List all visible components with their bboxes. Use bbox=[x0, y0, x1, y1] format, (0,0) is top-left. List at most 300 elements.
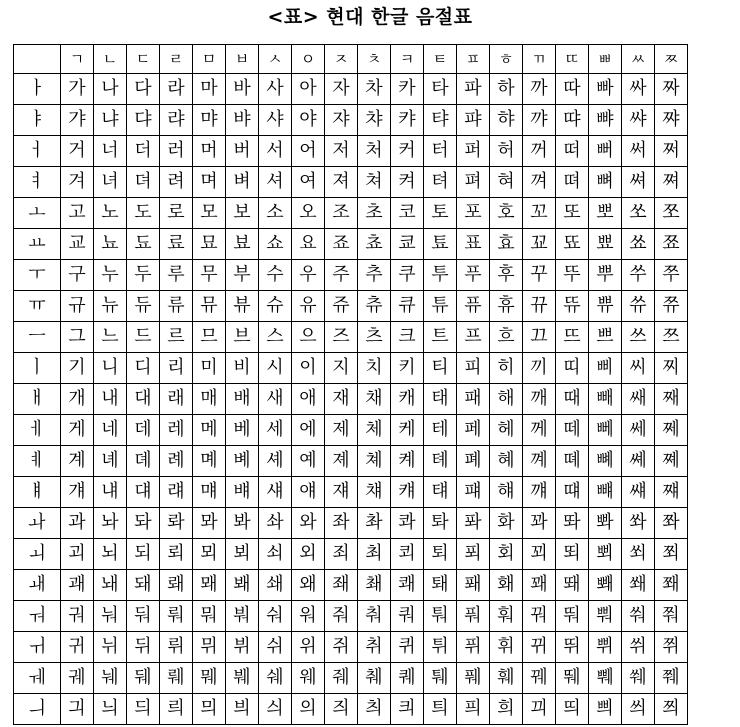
syllable-cell: 쌔 bbox=[622, 384, 655, 415]
syllable-cell: 모 bbox=[193, 198, 226, 229]
syllable-cell: 누 bbox=[94, 260, 127, 291]
syllable-cell: 퉤 bbox=[424, 663, 457, 694]
syllable-cell: 러 bbox=[160, 136, 193, 167]
syllable-cell: 꺼 bbox=[523, 136, 556, 167]
syllable-cell: 턔 bbox=[424, 477, 457, 508]
syllable-cell: 부 bbox=[226, 260, 259, 291]
syllable-cell: 계 bbox=[61, 446, 94, 477]
syllable-cell: 쏴 bbox=[622, 508, 655, 539]
syllable-cell: 소 bbox=[259, 198, 292, 229]
syllable-cell: 느 bbox=[94, 322, 127, 353]
page-title: <표> 현대 한글 음절표 bbox=[267, 6, 473, 28]
vowel-header: ㅗ bbox=[14, 198, 61, 229]
syllable-cell: 데 bbox=[127, 415, 160, 446]
syllable-cell: 쓰 bbox=[622, 322, 655, 353]
syllable-cell: 빠 bbox=[589, 74, 622, 105]
syllable-cell: 콰 bbox=[391, 508, 424, 539]
syllable-cell: 과 bbox=[61, 508, 94, 539]
syllable-cell: 뼤 bbox=[589, 446, 622, 477]
syllable-cell: 토 bbox=[424, 198, 457, 229]
syllable-cell: 쁴 bbox=[589, 694, 622, 725]
syllable-cell: 촤 bbox=[358, 508, 391, 539]
syllable-cell: 췌 bbox=[358, 663, 391, 694]
syllable-cell: 깨 bbox=[523, 384, 556, 415]
syllable-cell: 수 bbox=[259, 260, 292, 291]
syllable-cell: 춰 bbox=[358, 601, 391, 632]
syllable-cell: 쪠 bbox=[655, 446, 688, 477]
syllable-cell: 쨰 bbox=[655, 477, 688, 508]
syllable-cell: 쉐 bbox=[259, 663, 292, 694]
syllable-cell: 좌 bbox=[325, 508, 358, 539]
syllable-cell: 주 bbox=[325, 260, 358, 291]
syllable-cell: 와 bbox=[292, 508, 325, 539]
syllable-cell: 됴 bbox=[127, 229, 160, 260]
table-row bbox=[14, 663, 688, 694]
syllable-cell: 뭐 bbox=[193, 601, 226, 632]
consonant-header: ㅁ bbox=[193, 45, 226, 74]
syllable-cell: 자 bbox=[325, 74, 358, 105]
vowel-header: ㅑ bbox=[14, 105, 61, 136]
syllable-cell: 챠 bbox=[358, 105, 391, 136]
syllable-cell: 쓔 bbox=[622, 291, 655, 322]
syllable-cell: 께 bbox=[523, 415, 556, 446]
consonant-header: ㄲ bbox=[523, 45, 556, 74]
syllable-cell: 톼 bbox=[424, 508, 457, 539]
syllable-cell: 떠 bbox=[556, 136, 589, 167]
syllable-cell: 쟤 bbox=[325, 477, 358, 508]
table-row bbox=[14, 291, 688, 322]
syllable-cell: 롸 bbox=[160, 508, 193, 539]
syllable-cell: 뗴 bbox=[556, 446, 589, 477]
syllable-cell: 뱌 bbox=[226, 105, 259, 136]
syllable-cell: 쭤 bbox=[655, 601, 688, 632]
syllable-cell: 봬 bbox=[226, 570, 259, 601]
syllable-cell: 써 bbox=[622, 136, 655, 167]
syllable-cell: 뻬 bbox=[589, 415, 622, 446]
syllable-cell: 썌 bbox=[622, 477, 655, 508]
consonant-header: ㅇ bbox=[292, 45, 325, 74]
syllable-cell: 조 bbox=[325, 198, 358, 229]
syllable-cell: 죠 bbox=[325, 229, 358, 260]
syllable-cell: 꽤 bbox=[523, 570, 556, 601]
table-row bbox=[14, 384, 688, 415]
syllable-cell: 숴 bbox=[259, 601, 292, 632]
syllable-cell: 좨 bbox=[325, 570, 358, 601]
syllable-cell: 퇘 bbox=[424, 570, 457, 601]
syllable-cell: 피 bbox=[457, 353, 490, 384]
syllable-cell: 되 bbox=[127, 539, 160, 570]
syllable-cell: 퇴 bbox=[424, 539, 457, 570]
syllable-cell: 쪼 bbox=[655, 198, 688, 229]
syllable-cell: 쿼 bbox=[391, 601, 424, 632]
syllable-cell: 쭈 bbox=[655, 260, 688, 291]
syllable-cell: 크 bbox=[391, 322, 424, 353]
syllable-cell: 뚸 bbox=[556, 601, 589, 632]
syllable-cell: 섀 bbox=[259, 477, 292, 508]
syllable-cell: 네 bbox=[94, 415, 127, 446]
syllable-cell: 뚜 bbox=[556, 260, 589, 291]
syllable-cell: 혜 bbox=[490, 446, 523, 477]
syllable-cell: 에 bbox=[292, 415, 325, 446]
syllable-cell: 쇼 bbox=[259, 229, 292, 260]
syllable-cell: 쥐 bbox=[325, 632, 358, 663]
vowel-header: ㅚ bbox=[14, 539, 61, 570]
syllable-cell: 리 bbox=[160, 353, 193, 384]
syllable-cell: 르 bbox=[160, 322, 193, 353]
syllable-cell: 푀 bbox=[457, 539, 490, 570]
syllable-cell: 쉬 bbox=[259, 632, 292, 663]
syllable-cell: 새 bbox=[259, 384, 292, 415]
syllable-cell: 둬 bbox=[127, 601, 160, 632]
syllable-cell: 뿨 bbox=[589, 601, 622, 632]
vowel-header: ㅘ bbox=[14, 508, 61, 539]
syllable-cell: 먜 bbox=[193, 477, 226, 508]
syllable-cell: 뇨 bbox=[94, 229, 127, 260]
syllable-cell: 쯰 bbox=[655, 694, 688, 725]
syllable-cell: 회 bbox=[490, 539, 523, 570]
syllable-cell: 뺴 bbox=[589, 477, 622, 508]
syllable-cell: 뾰 bbox=[589, 229, 622, 260]
syllable-cell: 쒸 bbox=[622, 632, 655, 663]
syllable-cell: 쀼 bbox=[589, 291, 622, 322]
syllable-cell: 호 bbox=[490, 198, 523, 229]
syllable-cell: 쎠 bbox=[622, 167, 655, 198]
syllable-cell: 셰 bbox=[259, 446, 292, 477]
syllable-cell: 톄 bbox=[424, 446, 457, 477]
syllable-cell: 걔 bbox=[61, 477, 94, 508]
syllable-cell: 또 bbox=[556, 198, 589, 229]
syllable-cell: 효 bbox=[490, 229, 523, 260]
syllable-cell: 랴 bbox=[160, 105, 193, 136]
syllable-cell: 서 bbox=[259, 136, 292, 167]
syllable-cell: 뙤 bbox=[556, 539, 589, 570]
syllable-cell: 시 bbox=[259, 353, 292, 384]
syllable-cell: 삐 bbox=[589, 353, 622, 384]
syllable-cell: 쮀 bbox=[655, 663, 688, 694]
syllable-cell: 보 bbox=[226, 198, 259, 229]
syllable-cell: 꽈 bbox=[523, 508, 556, 539]
syllable-cell: 바 bbox=[226, 74, 259, 105]
syllable-cell: 켸 bbox=[391, 446, 424, 477]
syllable-cell: 뵈 bbox=[226, 539, 259, 570]
corner-cell bbox=[14, 45, 61, 74]
syllable-cell: 디 bbox=[127, 353, 160, 384]
syllable-cell: 퓌 bbox=[457, 632, 490, 663]
syllable-cell: 이 bbox=[292, 353, 325, 384]
syllable-cell: 개 bbox=[61, 384, 94, 415]
syllable-cell: 히 bbox=[490, 353, 523, 384]
syllable-cell: 퐈 bbox=[457, 508, 490, 539]
syllable-cell: 째 bbox=[655, 384, 688, 415]
syllable-cell: 으 bbox=[292, 322, 325, 353]
syllable-cell: 슈 bbox=[259, 291, 292, 322]
syllable-cell: 뛰 bbox=[556, 632, 589, 663]
table-row bbox=[14, 229, 688, 260]
syllable-cell: 뼈 bbox=[589, 167, 622, 198]
syllable-cell: 뭬 bbox=[193, 663, 226, 694]
table-row bbox=[14, 539, 688, 570]
consonant-header: ㅍ bbox=[457, 45, 490, 74]
syllable-cell: 너 bbox=[94, 136, 127, 167]
syllable-cell: 쏘 bbox=[622, 198, 655, 229]
syllable-cell: 묘 bbox=[193, 229, 226, 260]
syllable-cell: 사 bbox=[259, 74, 292, 105]
syllable-cell: 케 bbox=[391, 415, 424, 446]
syllable-cell: 뤼 bbox=[160, 632, 193, 663]
syllable-cell: 화 bbox=[490, 508, 523, 539]
syllable-cell: 웨 bbox=[292, 663, 325, 694]
syllable-cell: 큐 bbox=[391, 291, 424, 322]
syllable-cell: 노 bbox=[94, 198, 127, 229]
table-row bbox=[14, 570, 688, 601]
vowel-header: ㅠ bbox=[14, 291, 61, 322]
syllable-cell: 줘 bbox=[325, 601, 358, 632]
syllable-cell: 왜 bbox=[292, 570, 325, 601]
syllable-cell: 꾸 bbox=[523, 260, 556, 291]
syllable-cell: 위 bbox=[292, 632, 325, 663]
consonant-header: ㄹ bbox=[160, 45, 193, 74]
table-row bbox=[14, 198, 688, 229]
syllable-cell: 괘 bbox=[61, 570, 94, 601]
syllable-cell: 괴 bbox=[61, 539, 94, 570]
syllable-cell: 믜 bbox=[193, 694, 226, 725]
syllable-cell: 줴 bbox=[325, 663, 358, 694]
syllable-cell: 쳬 bbox=[358, 446, 391, 477]
syllable-cell: 쐐 bbox=[622, 570, 655, 601]
syllable-cell: 루 bbox=[160, 260, 193, 291]
vowel-header: ㅏ bbox=[14, 74, 61, 105]
consonant-header: ㅉ bbox=[655, 45, 688, 74]
syllable-cell: 지 bbox=[325, 353, 358, 384]
syllable-cell: 게 bbox=[61, 415, 94, 446]
syllable-cell: 헤 bbox=[490, 415, 523, 446]
syllable-cell: 쀄 bbox=[589, 663, 622, 694]
syllable-cell: 쫘 bbox=[655, 508, 688, 539]
table-row bbox=[14, 74, 688, 105]
syllable-cell: 쬐 bbox=[655, 539, 688, 570]
syllable-cell: 탸 bbox=[424, 105, 457, 136]
table-row bbox=[14, 322, 688, 353]
syllable-cell: 싸 bbox=[622, 74, 655, 105]
syllable-cell: 홰 bbox=[490, 570, 523, 601]
syllable-cell: 쾨 bbox=[391, 539, 424, 570]
syllable-cell: 퀴 bbox=[391, 632, 424, 663]
table-row bbox=[14, 508, 688, 539]
syllable-cell: 니 bbox=[94, 353, 127, 384]
syllable-cell: 프 bbox=[457, 322, 490, 353]
syllable-cell: 매 bbox=[193, 384, 226, 415]
syllable-cell: 하 bbox=[490, 74, 523, 105]
consonant-header: ㅈ bbox=[325, 45, 358, 74]
syllable-cell: 더 bbox=[127, 136, 160, 167]
syllable-cell: 돠 bbox=[127, 508, 160, 539]
consonant-header: ㅎ bbox=[490, 45, 523, 74]
syllable-cell: 봐 bbox=[226, 508, 259, 539]
syllable-cell: 즤 bbox=[325, 694, 358, 725]
vowel-header: ㅢ bbox=[14, 694, 61, 725]
table-row bbox=[14, 260, 688, 291]
syllable-cell: 혀 bbox=[490, 167, 523, 198]
syllable-cell: 돼 bbox=[127, 570, 160, 601]
consonant-header: ㄱ bbox=[61, 45, 94, 74]
syllable-cell: 규 bbox=[61, 291, 94, 322]
syllable-cell: 뵤 bbox=[226, 229, 259, 260]
syllable-cell: 투 bbox=[424, 260, 457, 291]
syllable-cell: 먀 bbox=[193, 105, 226, 136]
syllable-cell: 쒀 bbox=[622, 601, 655, 632]
syllable-cell: 쾌 bbox=[391, 570, 424, 601]
table-row bbox=[14, 167, 688, 198]
syllable-cell: 퍄 bbox=[457, 105, 490, 136]
vowel-header: ㅜ bbox=[14, 260, 61, 291]
syllable-cell: 냐 bbox=[94, 105, 127, 136]
syllable-cell: 릐 bbox=[160, 694, 193, 725]
syllable-cell: 츠 bbox=[358, 322, 391, 353]
syllable-cell: 붸 bbox=[226, 663, 259, 694]
syllable-cell: 쥬 bbox=[325, 291, 358, 322]
syllable-cell: 쨔 bbox=[655, 105, 688, 136]
syllable-cell: 유 bbox=[292, 291, 325, 322]
syllable-cell: 커 bbox=[391, 136, 424, 167]
syllable-cell: 세 bbox=[259, 415, 292, 446]
syllable-cell: 추 bbox=[358, 260, 391, 291]
syllable-cell: 얘 bbox=[292, 477, 325, 508]
syllable-cell: 뱨 bbox=[226, 477, 259, 508]
syllable-cell: 뫄 bbox=[193, 508, 226, 539]
syllable-cell: 픠 bbox=[457, 694, 490, 725]
syllable-cell: 꿔 bbox=[523, 601, 556, 632]
syllable-cell: 뻐 bbox=[589, 136, 622, 167]
syllable-cell: 뽜 bbox=[589, 508, 622, 539]
syllable-cell: 쁘 bbox=[589, 322, 622, 353]
syllable-cell: 터 bbox=[424, 136, 457, 167]
syllable-cell: 씨 bbox=[622, 353, 655, 384]
syllable-cell: 외 bbox=[292, 539, 325, 570]
syllable-cell: 볘 bbox=[226, 446, 259, 477]
syllable-cell: 햬 bbox=[490, 477, 523, 508]
syllable-cell: 툐 bbox=[424, 229, 457, 260]
syllable-cell: 쎄 bbox=[622, 415, 655, 446]
table-row bbox=[14, 136, 688, 167]
syllable-cell: 퀘 bbox=[391, 663, 424, 694]
syllable-cell: 끄 bbox=[523, 322, 556, 353]
syllable-cell: 끼 bbox=[523, 353, 556, 384]
syllable-cell: 퍠 bbox=[457, 477, 490, 508]
syllable-cell: 포 bbox=[457, 198, 490, 229]
syllable-cell: 똬 bbox=[556, 508, 589, 539]
syllable-cell: 휴 bbox=[490, 291, 523, 322]
syllable-cell: 오 bbox=[292, 198, 325, 229]
syllable-cell: 궤 bbox=[61, 663, 94, 694]
syllable-cell: 뢰 bbox=[160, 539, 193, 570]
syllable-cell: 뷰 bbox=[226, 291, 259, 322]
syllable-cell: 저 bbox=[325, 136, 358, 167]
vowel-header: ㅖ bbox=[14, 446, 61, 477]
syllable-cell: 훠 bbox=[490, 601, 523, 632]
syllable-cell: 치 bbox=[358, 353, 391, 384]
syllable-cell: 제 bbox=[325, 415, 358, 446]
vowel-header: ㅣ bbox=[14, 353, 61, 384]
vowel-header: ㅝ bbox=[14, 601, 61, 632]
syllable-cell: 냬 bbox=[94, 477, 127, 508]
syllable-cell: 휘 bbox=[490, 632, 523, 663]
syllable-cell: 꺄 bbox=[523, 105, 556, 136]
syllable-cell: 퉈 bbox=[424, 601, 457, 632]
syllable-cell: 쿄 bbox=[391, 229, 424, 260]
table-row bbox=[14, 601, 688, 632]
syllable-cell: 껴 bbox=[523, 167, 556, 198]
consonant-header: ㅃ bbox=[589, 45, 622, 74]
syllable-cell: 퍼 bbox=[457, 136, 490, 167]
syllable-cell: 댸 bbox=[127, 477, 160, 508]
syllable-cell: 구 bbox=[61, 260, 94, 291]
syllable-cell: 우 bbox=[292, 260, 325, 291]
syllable-cell: 띠 bbox=[556, 353, 589, 384]
syllable-cell: 패 bbox=[457, 384, 490, 415]
syllable-cell: 럐 bbox=[160, 477, 193, 508]
syllable-cell: 츄 bbox=[358, 291, 391, 322]
syllable-cell: 요 bbox=[292, 229, 325, 260]
vowel-header: ㅔ bbox=[14, 415, 61, 446]
syllable-cell: 채 bbox=[358, 384, 391, 415]
syllable-cell: 빼 bbox=[589, 384, 622, 415]
syllable-cell: 차 bbox=[358, 74, 391, 105]
syllable-cell: 무 bbox=[193, 260, 226, 291]
syllable-cell: 놔 bbox=[94, 508, 127, 539]
syllable-cell: 후 bbox=[490, 260, 523, 291]
syllable-cell: 꼐 bbox=[523, 446, 556, 477]
consonant-header: ㄷ bbox=[127, 45, 160, 74]
syllable-cell: 뀨 bbox=[523, 291, 556, 322]
syllable-cell: 트 bbox=[424, 322, 457, 353]
syllable-cell: 쩨 bbox=[655, 415, 688, 446]
syllable-cell: 쬬 bbox=[655, 229, 688, 260]
syllable-cell: 녀 bbox=[94, 167, 127, 198]
vowel-header: ㅟ bbox=[14, 632, 61, 663]
syllable-cell: 뺘 bbox=[589, 105, 622, 136]
syllable-cell: 튀 bbox=[424, 632, 457, 663]
syllable-cell: 퓨 bbox=[457, 291, 490, 322]
syllable-cell: 쵀 bbox=[358, 570, 391, 601]
syllable-cell: 쒜 bbox=[622, 663, 655, 694]
syllable-cell: 교 bbox=[61, 229, 94, 260]
syllable-cell: 풰 bbox=[457, 663, 490, 694]
syllable-cell: 튜 bbox=[424, 291, 457, 322]
consonant-header: ㅌ bbox=[424, 45, 457, 74]
syllable-cell: 류 bbox=[160, 291, 193, 322]
table-row bbox=[14, 105, 688, 136]
syllable-cell: 떼 bbox=[556, 415, 589, 446]
consonant-header: ㅆ bbox=[622, 45, 655, 74]
syllable-cell: 져 bbox=[325, 167, 358, 198]
syllable-cell: 쳐 bbox=[358, 167, 391, 198]
syllable-cell: 펴 bbox=[457, 167, 490, 198]
vowel-header: ㅒ bbox=[14, 477, 61, 508]
syllable-cell: 뽸 bbox=[589, 570, 622, 601]
syllable-cell: 뫠 bbox=[193, 570, 226, 601]
syllable-cell: 따 bbox=[556, 74, 589, 105]
vowel-header: ㅙ bbox=[14, 570, 61, 601]
syllable-cell: 졔 bbox=[325, 446, 358, 477]
table-row bbox=[14, 415, 688, 446]
syllable-cell: 가 bbox=[61, 74, 94, 105]
syllable-cell: 내 bbox=[94, 384, 127, 415]
syllable-cell: 해 bbox=[490, 384, 523, 415]
syllable-cell: 버 bbox=[226, 136, 259, 167]
vowel-header: ㅡ bbox=[14, 322, 61, 353]
syllable-cell: 뒤 bbox=[127, 632, 160, 663]
syllable-cell: 츼 bbox=[358, 694, 391, 725]
